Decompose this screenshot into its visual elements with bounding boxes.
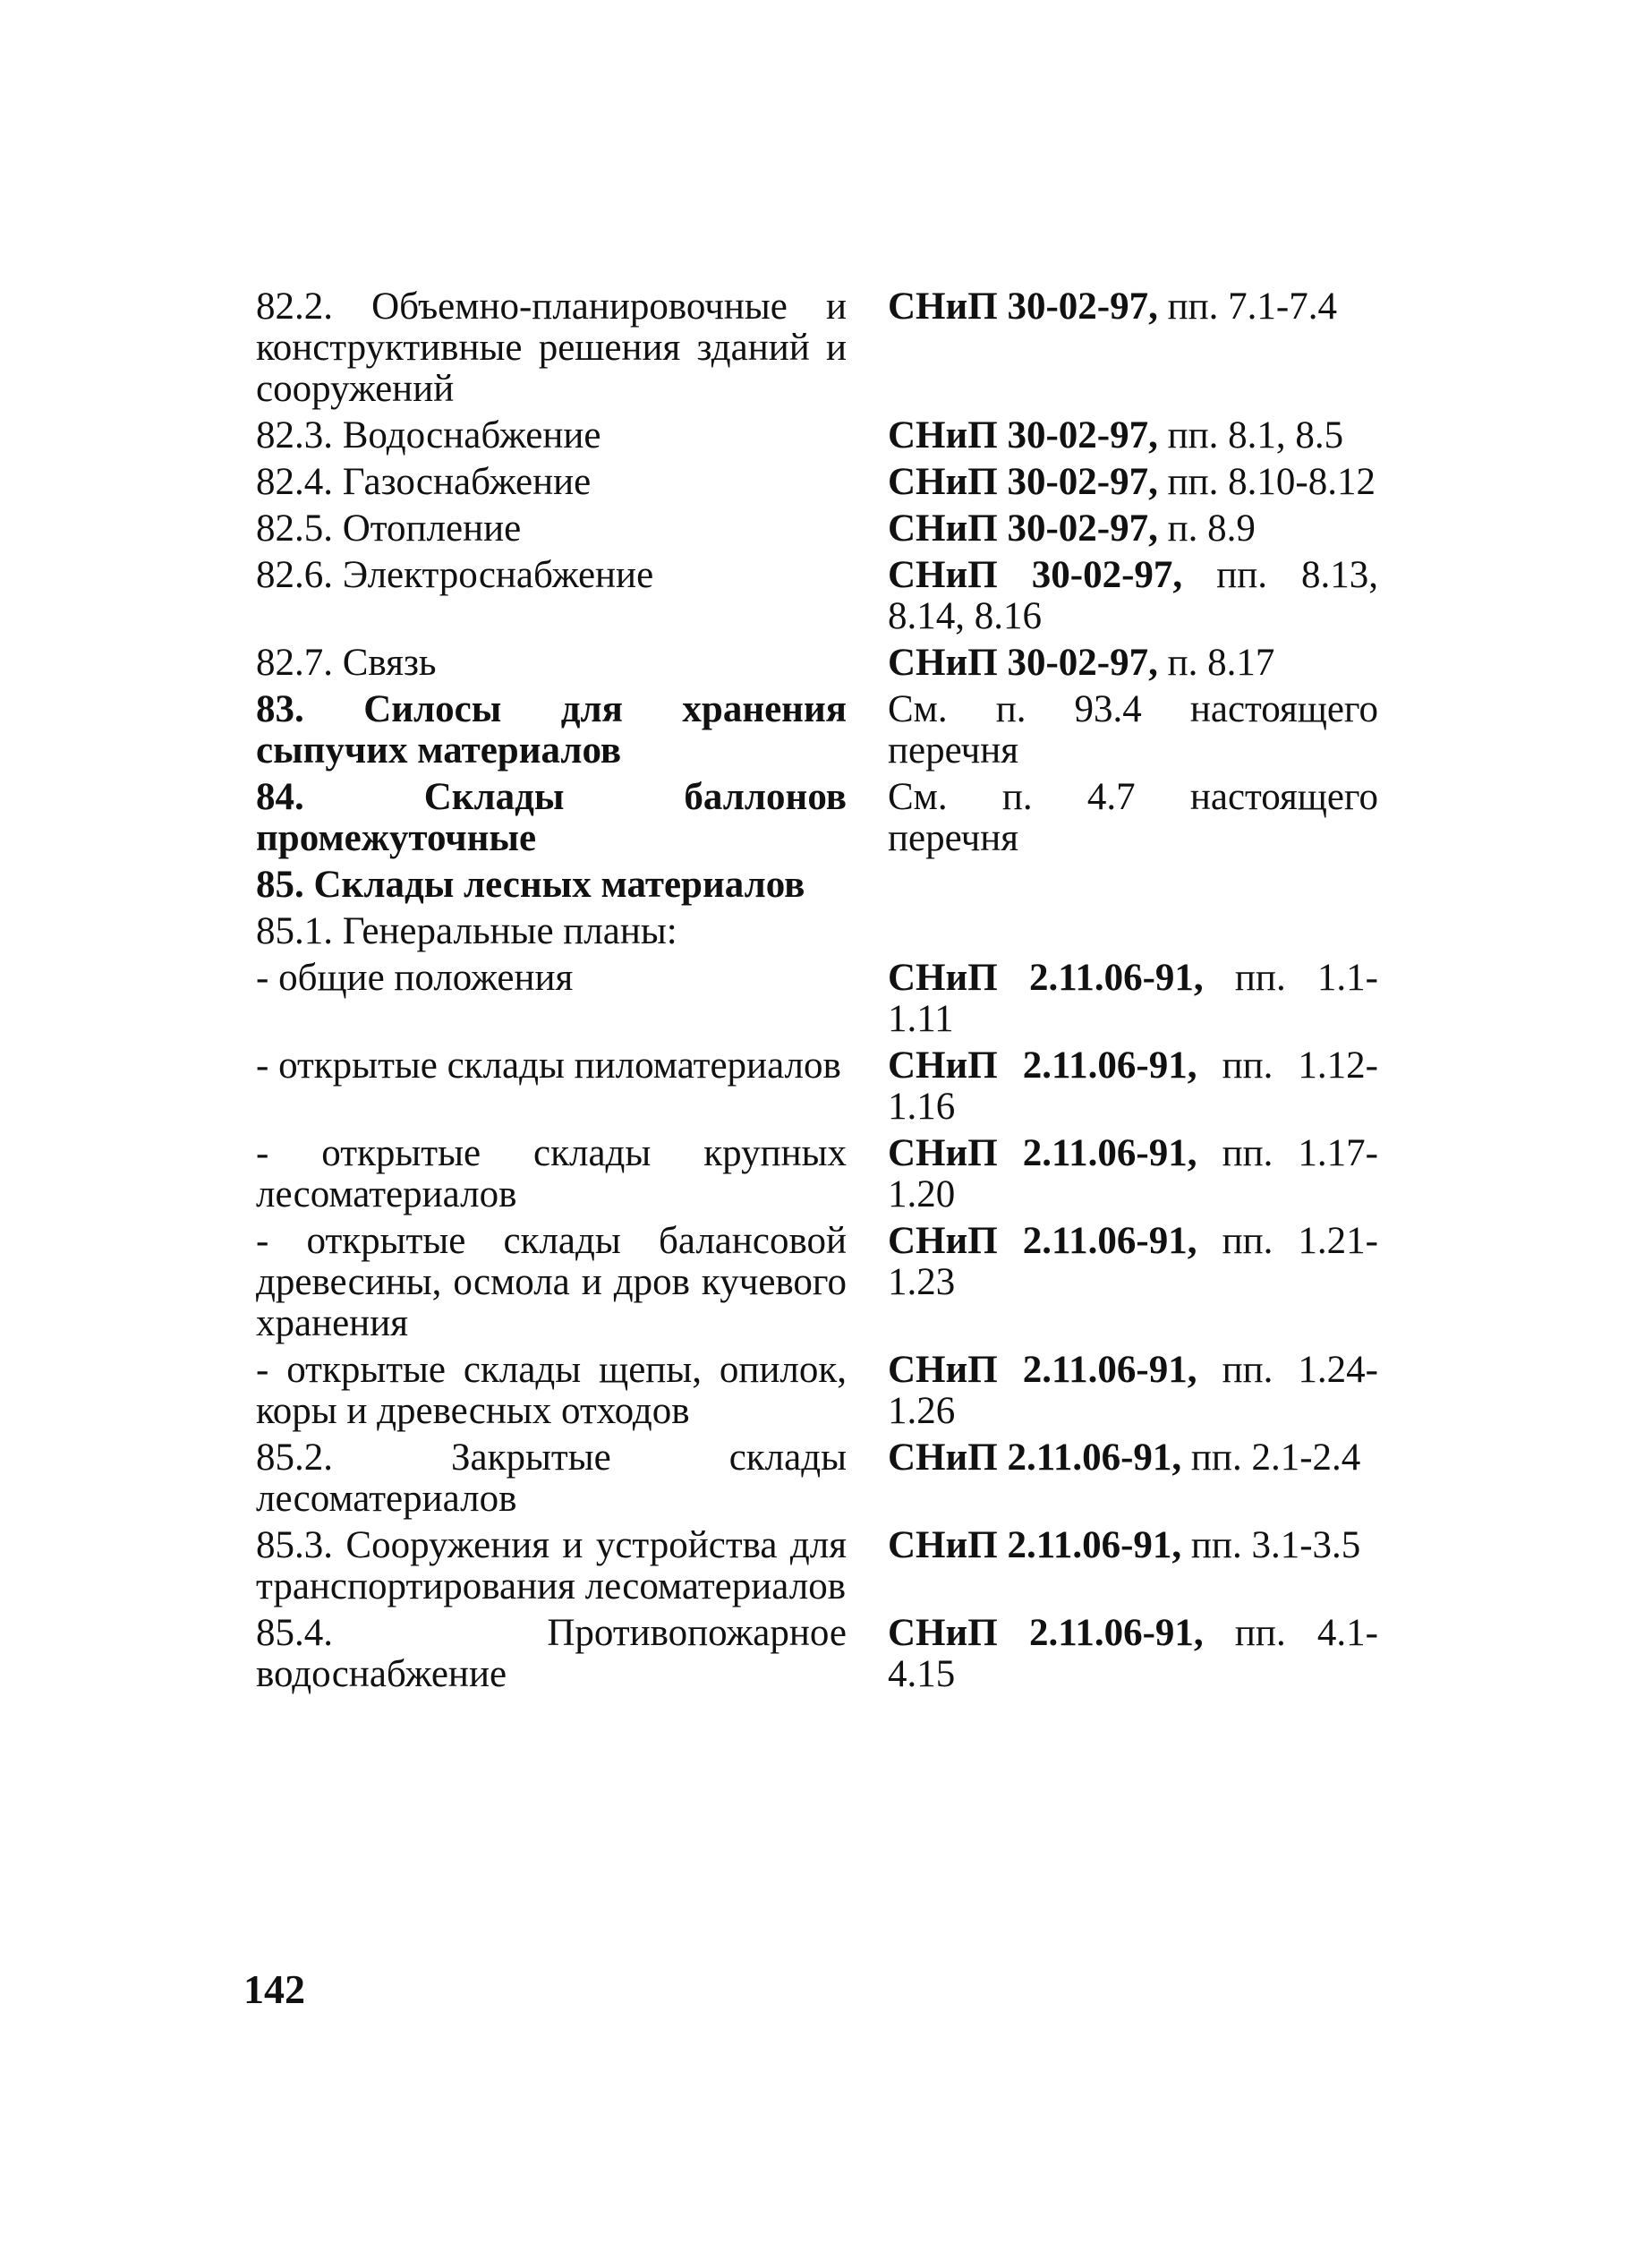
table-row [256,1221,1384,1344]
item-text: - открытые склады крупных лесоматериалов [256,1132,847,1215]
reference-clauses: См. п. 4.7 настоящего перечня [888,776,1378,859]
reference-code: СНиП 2.11.06-91, [888,1220,1197,1262]
reference-clauses: пп. 8.10-8.12 [1157,461,1376,503]
document-table [256,286,1384,1701]
reference-clauses: пп. 1.24-1.26 [888,1349,1378,1432]
reference [888,1350,1378,1432]
reference [888,1045,1378,1128]
reference-clauses: пп. 8.1, 8.5 [1157,414,1344,456]
section-heading: 84. Склады баллонов промежуточные [256,776,847,859]
table-row [256,689,1384,772]
reference-clauses: См. п. 93.4 настоящего перечня [888,688,1378,772]
section-heading: 85. Склады лесных материалов [256,864,805,906]
reference-code: СНиП 2.11.06-91, [888,1132,1197,1174]
table-row [256,286,1384,410]
table-row [256,865,1384,906]
section-heading: 83. Силосы для хранения сыпучих материалов [256,688,847,772]
item-text: - открытые склады щепы, опилок, коры и древесных отходов [256,1349,847,1432]
table-row [256,958,1384,1040]
item-text: - открытые склады пиломатериалов [256,1044,841,1087]
item-text: 85.1. Генеральные планы: [256,910,677,952]
item-text: 82.7. Связь [256,642,437,684]
reference-code: СНиП 30-02-97, [888,286,1158,328]
reference [888,415,1378,456]
reference-code: СНиП 30-02-97, [888,507,1158,550]
table-row [256,911,1384,952]
reference-clauses: пп. 2.1-2.4 [1181,1437,1361,1479]
reference [888,958,1378,1040]
table-row [256,777,1384,859]
item-text: 82.5. Отопление [256,507,522,550]
table-row [256,1045,1384,1128]
table-row [256,1613,1384,1695]
reference-code: СНиП 2.11.06-91, [888,1437,1182,1479]
reference [888,1133,1378,1215]
item-text: - общие положения [256,957,574,999]
reference [888,1525,1378,1566]
table-row [256,1525,1384,1607]
item-text: 85.2. Закрытые склады лесоматериалов [256,1437,847,1520]
reference-clauses: пп. 1.21-1.23 [888,1220,1378,1303]
reference-code: СНиП 30-02-97, [888,642,1158,684]
reference-code: СНиП 30-02-97, [888,414,1158,456]
item-text: 85.4. Противопожарное водоснабжение [256,1612,847,1695]
table-row [256,508,1384,550]
reference [888,643,1378,684]
table-row [256,462,1384,503]
reference-clauses: пп. 1.1-1.11 [888,957,1379,1040]
reference [888,689,1378,772]
item-text: 82.2. Объемно-планировочные и конструктивные решения зданий и сооружений [256,286,847,410]
reference-code: СНиП 2.11.06-91, [888,1612,1204,1654]
reference-code: СНиП 2.11.06-91, [888,1524,1182,1566]
reference [888,462,1378,503]
reference [888,1437,1378,1479]
reference-clauses: пп. 3.1-3.5 [1181,1524,1361,1566]
reference-clauses: пп. 8.13, 8.14, 8.16 [888,554,1378,637]
table-row [256,1133,1384,1215]
item-text: 82.3. Водоснабжение [256,414,601,456]
reference-code: СНиП 30-02-97, [888,554,1183,596]
reference-clauses: пп. 1.12-1.16 [888,1044,1378,1128]
item-text: - открытые склады балансовой древесины, осмола и дров кучевого хранения [256,1220,847,1344]
reference-clauses: пп. 4.1-4.15 [888,1612,1379,1695]
table-row [256,1437,1384,1520]
reference-clauses: пп. 7.1-7.4 [1157,286,1337,328]
reference-code: СНиП 2.11.06-91, [888,957,1204,999]
reference [888,508,1378,550]
item-text: 85.3. Сооружения и устройства для транспортирования лесоматериалов [256,1524,847,1607]
page-number: 142 [243,1966,305,2012]
table-row [256,1350,1384,1432]
reference [888,1613,1378,1695]
reference [888,777,1378,859]
reference-clauses: п. 8.17 [1157,642,1275,684]
reference-code: СНиП 30-02-97, [888,461,1158,503]
item-text: 82.6. Электроснабжение [256,554,654,596]
reference-clauses: п. 8.9 [1157,507,1256,550]
reference-code: СНиП 2.11.06-91, [888,1349,1197,1391]
table-row [256,643,1384,684]
table-row [256,415,1384,456]
reference [888,1221,1378,1303]
table-row [256,555,1384,637]
item-text: 82.4. Газоснабжение [256,461,592,503]
reference-clauses: пп. 1.17-1.20 [888,1132,1378,1215]
reference [888,555,1378,637]
reference-code: СНиП 2.11.06-91, [888,1044,1197,1087]
reference [888,286,1378,328]
